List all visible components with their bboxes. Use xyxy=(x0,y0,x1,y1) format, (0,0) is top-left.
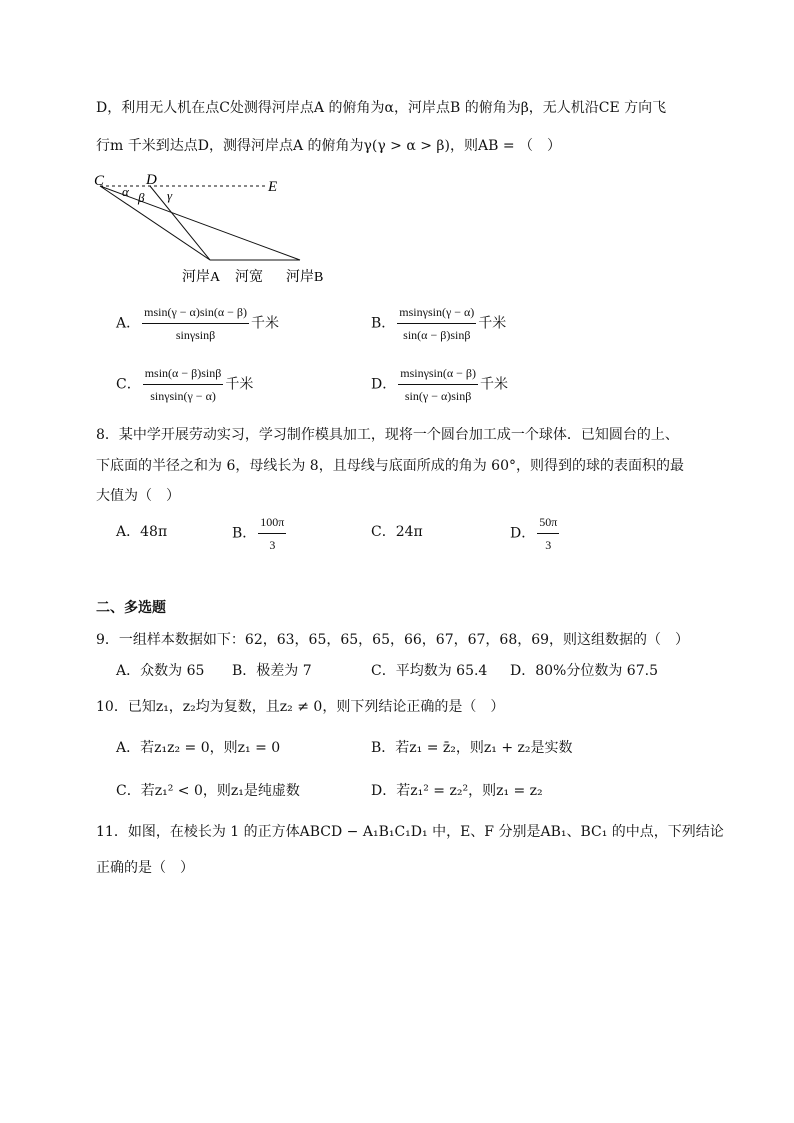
q9-option-c xyxy=(371,661,487,681)
q8-line-3: 大值为（ ） xyxy=(96,488,180,504)
q8-option-a xyxy=(116,522,167,542)
q11-line-2: 正确的是（ ） xyxy=(96,860,194,876)
option-letter: A． xyxy=(116,740,141,756)
fraction xyxy=(143,363,224,406)
q9-option-b xyxy=(232,661,312,681)
line-ca xyxy=(100,186,210,260)
denominator: sinγsin(γ − α) xyxy=(150,389,216,403)
line-cb xyxy=(100,186,300,260)
label-d: D xyxy=(146,172,157,188)
option-text: 若z₁² < 0，则z₁是纯虚数 xyxy=(140,783,300,799)
option-letter: D． xyxy=(371,783,397,799)
numerator: msinγsin(α − β) xyxy=(398,363,478,385)
denominator: sin(γ − α)sinβ xyxy=(404,389,472,403)
q10-option-a xyxy=(116,738,280,758)
label-beta: β xyxy=(138,190,145,205)
option-letter: A． xyxy=(116,524,141,540)
fraction xyxy=(398,363,478,406)
option-letter: C． xyxy=(371,524,396,540)
label-c: C xyxy=(94,173,105,189)
q7-option-d xyxy=(371,363,508,406)
option-letter: B． xyxy=(371,740,396,756)
option-letter: C． xyxy=(116,376,141,393)
option-text: 极差为 7 xyxy=(256,663,312,679)
option-text: 若z₁z₂ = 0，则z₁ = 0 xyxy=(140,740,281,756)
numerator: msin(γ − α)sin(α − β) xyxy=(142,302,249,324)
fraction xyxy=(142,302,249,345)
option-letter: A． xyxy=(116,315,141,332)
q7-option-c xyxy=(116,363,253,406)
label-width: 河宽 xyxy=(235,270,263,285)
q7-line-1: D，利用无人机在点C处测得河岸点A 的俯角为α，河岸点B 的俯角为β，无人机沿CE 方向飞 xyxy=(96,100,667,116)
q8-option-b xyxy=(232,512,288,555)
option-text: 平均数为 65.4 xyxy=(395,663,488,679)
denominator: sin(α − β)sinβ xyxy=(403,328,471,342)
q7-line-2: 行m 千米到达点D，测得河岸点A 的俯角为γ(γ > α > β)，则AB = （ ） xyxy=(96,138,562,154)
q10-option-b xyxy=(371,738,573,758)
fraction xyxy=(397,302,476,345)
option-text: 24π xyxy=(395,524,423,540)
q7-option-a xyxy=(116,302,279,345)
fraction xyxy=(537,512,559,555)
q7-figure xyxy=(90,170,350,288)
unit: 千米 xyxy=(250,315,279,332)
label-gamma: γ xyxy=(167,188,173,203)
numerator: msin(α − β)sinβ xyxy=(143,363,224,385)
unit: 千米 xyxy=(478,315,507,332)
option-letter: B． xyxy=(371,315,396,332)
option-text: 若z₁ = z̄₂，则z₁ + z₂是实数 xyxy=(395,740,573,756)
label-bank-b: 河岸B xyxy=(286,270,324,285)
option-text: 众数为 65 xyxy=(140,663,205,679)
q11-line-1: 11．如图，在棱长为 1 的正方体ABCD − A₁B₁C₁D₁ 中，E、F 分别是AB₁、BC₁ 的中点，下列结论 xyxy=(96,824,724,840)
q8-line-2: 下底面的半径之和为 6，母线长为 8，且母线与底面所成的角为 60°，则得到的球的表面积的最 xyxy=(96,458,684,474)
q7-option-b xyxy=(371,302,506,345)
q9-option-a xyxy=(116,661,204,681)
option-text: 80%分位数为 67.5 xyxy=(535,663,658,679)
numerator: msinγsin(γ − α) xyxy=(397,302,476,324)
q9-option-d xyxy=(510,661,658,681)
label-bank-a: 河岸A xyxy=(182,270,221,285)
option-letter: C． xyxy=(371,663,396,679)
q10-line-1: 10．已知z₁，z₂均为复数，且z₂ ≠ 0，则下列结论正确的是（ ） xyxy=(96,699,505,715)
q8-line-1: 8．某中学开展劳动实习，学习制作模具加工，现将一个圆台加工成一个球体．已知圆台的上、 xyxy=(96,427,679,443)
q8-option-d xyxy=(510,512,561,555)
q10-option-c xyxy=(116,781,300,801)
numerator: 50π xyxy=(537,512,559,534)
q9-line-1: 9．一组样本数据如下：62，63，65，65，65，66，67，67，68，69，则这组数据的（ ） xyxy=(96,632,690,648)
option-letter: C． xyxy=(116,783,141,799)
option-letter: D． xyxy=(510,663,536,679)
denominator: 3 xyxy=(269,538,276,552)
numerator: 100π xyxy=(258,512,286,534)
unit: 千米 xyxy=(225,376,254,393)
option-letter: B． xyxy=(232,663,257,679)
option-letter: B． xyxy=(232,525,257,542)
unit: 千米 xyxy=(480,376,509,393)
section-heading: 二、多选题 xyxy=(96,600,166,616)
denominator: sinγsinβ xyxy=(175,328,216,342)
option-text: 48π xyxy=(140,524,168,540)
q8-option-c xyxy=(371,522,423,542)
label-e: E xyxy=(268,179,278,195)
fraction xyxy=(258,512,286,555)
option-letter: D． xyxy=(371,376,397,393)
denominator: 3 xyxy=(545,538,552,552)
label-alpha: α xyxy=(122,184,129,199)
q10-option-d xyxy=(371,781,543,801)
option-letter: A． xyxy=(116,663,141,679)
option-letter: D． xyxy=(510,525,536,542)
option-text: 若z₁² = z₂²，则z₁ = z₂ xyxy=(396,783,543,799)
